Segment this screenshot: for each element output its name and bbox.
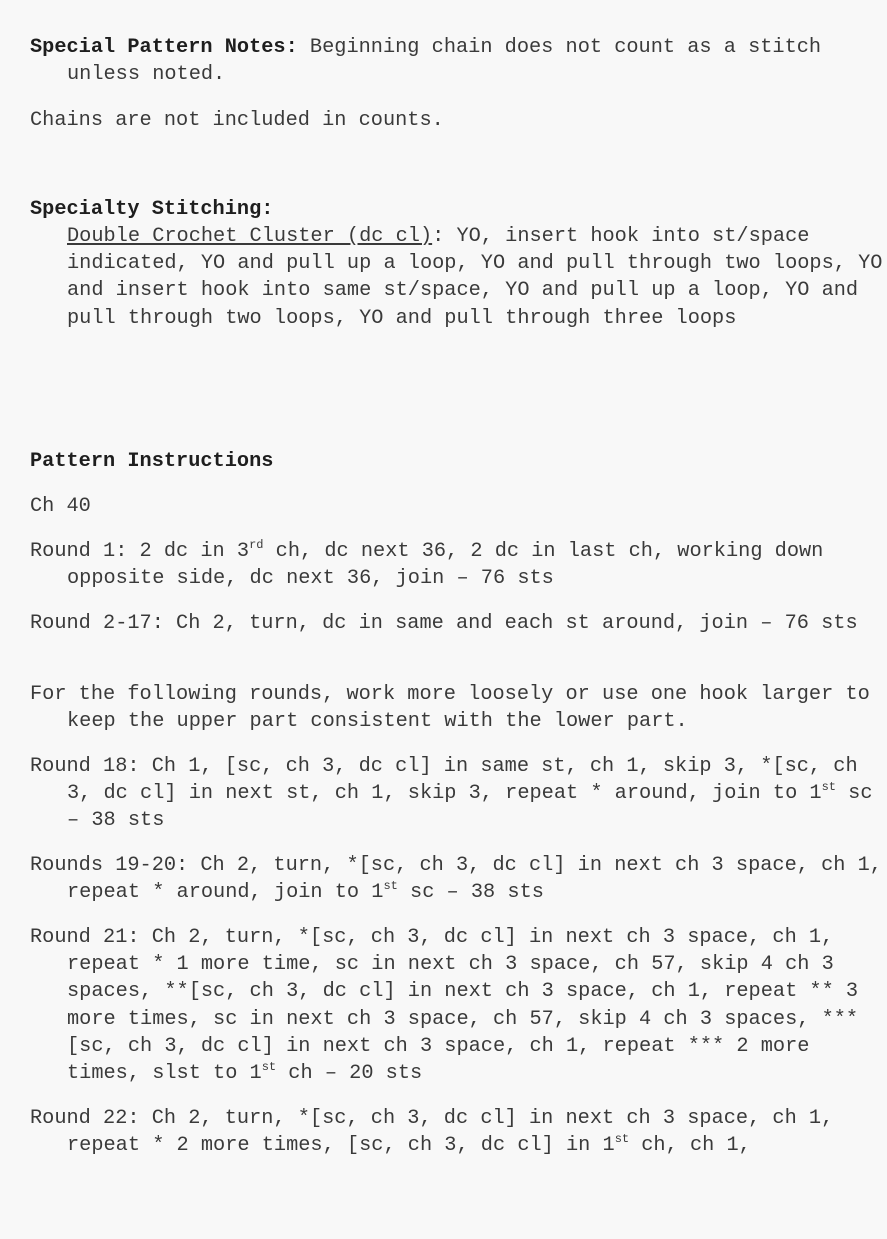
dc-cluster-definition [30, 223, 887, 332]
specialty-stitching-heading: Specialty Stitching: [30, 198, 274, 221]
dc-cluster-text: : YO, insert hook into st/space indicated, YO and pull up a loop, YO and pull through two loops, YO and insert hook into same st/space, YO and pull up a loop, YO and pull through two loops, YO and pull through three loops [67, 225, 883, 330]
rounds-19-20: Rounds 19-20: Ch 2, turn, *[sc, ch 3, dc cl] in next ch 3 space, ch 1, repeat * around, join to 1st sc – 38 sts [30, 854, 882, 905]
notes-heading: Special Pattern Notes: [30, 36, 298, 59]
round-22: Round 22: Ch 2, turn, *[sc, ch 3, dc cl] in next ch 3 space, ch 1, repeat * 2 more times, [sc, ch 3, dc cl] in 1st ch, ch 1, [30, 1107, 834, 1158]
chains-note: Chains are not included in counts. [30, 109, 444, 132]
special-pattern-notes [30, 34, 887, 88]
round-18: Round 18: Ch 1, [sc, ch 3, dc cl] in same st, ch 1, skip 3, *[sc, ch 3, dc cl] in next st, ch 1, skip 3, repeat * around, join to 1st sc – 38 sts [30, 755, 873, 833]
loose-note: For the following rounds, work more loosely or use one hook larger to keep the upper part consistent with the lower part. [30, 683, 870, 734]
notes-text: Beginning chain does not count as a stitch unless noted. [67, 36, 822, 87]
round-2-17: Round 2-17: Ch 2, turn, dc in same and each st around, join – 76 sts [30, 612, 858, 635]
ch40-line: Ch 40 [30, 495, 91, 518]
pattern-instructions-heading: Pattern Instructions [30, 450, 274, 473]
dc-cluster-term: Double Crochet Cluster (dc cl) [67, 225, 433, 248]
round-21: Round 21: Ch 2, turn, *[sc, ch 3, dc cl] in next ch 3 space, ch 1, repeat * 1 more time, sc in next ch 3 space, ch 57, skip 4 ch 3 spaces, **[sc, ch 3, dc cl] in next ch 3 space, ch 1, repeat ** 3 more times, sc in next ch 3 space, ch 57, skip 4 ch 3 spaces, ***[sc, ch 3, dc cl] in next ch 3 space, ch 1, repeat *** 2 more times, slst to 1st ch – 20 sts [30, 926, 859, 1086]
round-1: Round 1: 2 dc in 3rd ch, dc next 36, 2 dc in last ch, working down opposite side, dc next 36, join – 76 sts [30, 538, 824, 591]
